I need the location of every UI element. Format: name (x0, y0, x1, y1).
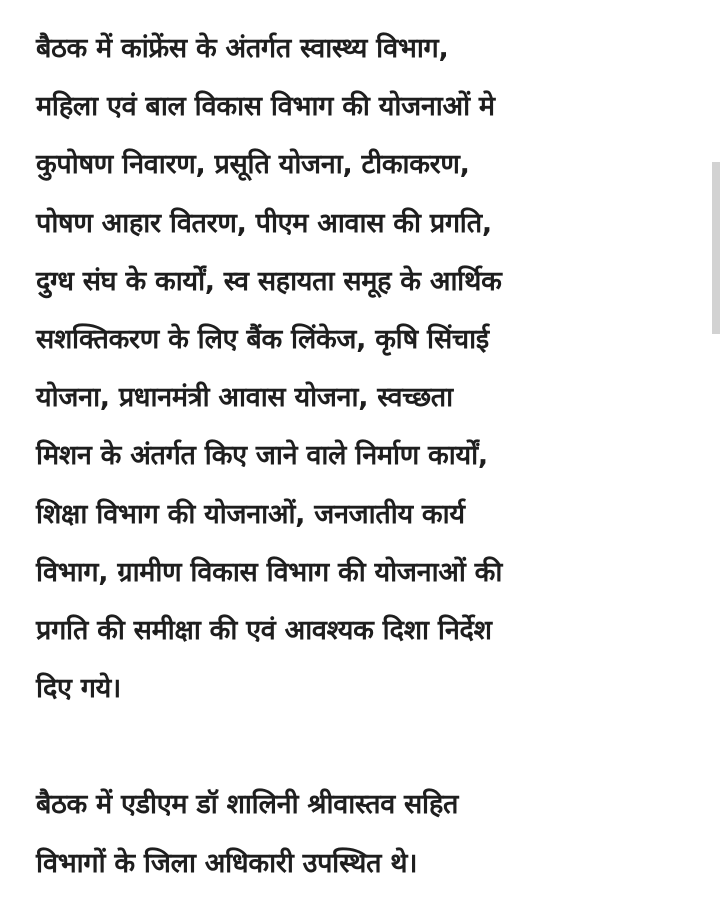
paragraph-line: कुपोषण निवारण, प्रसूति योजना, टीकाकरण, (36, 149, 470, 181)
paragraph-line: सशक्तिकरण के लिए बैंक लिंकेज, कृषि सिंचाई (36, 323, 489, 355)
paragraph-line: बैठक में कांफ्रेंस के अंतर्गत स्वास्थ्य विभाग, (36, 33, 449, 64)
scrollbar-thumb[interactable] (712, 162, 720, 334)
paragraph-line: विभाग, ग्रामीण विकास विभाग की योजनाओं की (36, 556, 503, 588)
paragraph-line: पोषण आहार वितरण, पीएम आवास की प्रगति, (36, 207, 492, 239)
paragraph-line: बैठक में एडीएम डॉ शालिनी श्रीवास्तव सहित (36, 789, 459, 821)
paragraph-spacer (36, 718, 684, 776)
article-body (36, 20, 684, 893)
paragraph-1 (36, 20, 684, 718)
paragraph-line: प्रगति की समीक्षा की एवं आवश्यक दिशा निर्देश (36, 614, 492, 646)
paragraph-line: योजना, प्रधानमंत्री आवास योजना, स्वच्छता (36, 382, 453, 414)
paragraph-line: शिक्षा विभाग की योजनाओं, जनजातीय कार्य (36, 498, 465, 530)
paragraph-line: मिशन के अंतर्गत किए जाने वाले निर्माण कार्यों, (36, 440, 488, 472)
paragraph-line: दुग्ध संघ के कार्यों, स्व सहायता समूह के आर्थिक (36, 265, 502, 297)
paragraph-line: महिला एवं बाल विकास विभाग की योजनाओं मे (36, 91, 495, 123)
paragraph-line: विभागों के जिला अधिकारी उपस्थित थे। (36, 847, 418, 879)
paragraph-2 (36, 776, 684, 892)
paragraph-line: दिए गये। (36, 673, 121, 705)
